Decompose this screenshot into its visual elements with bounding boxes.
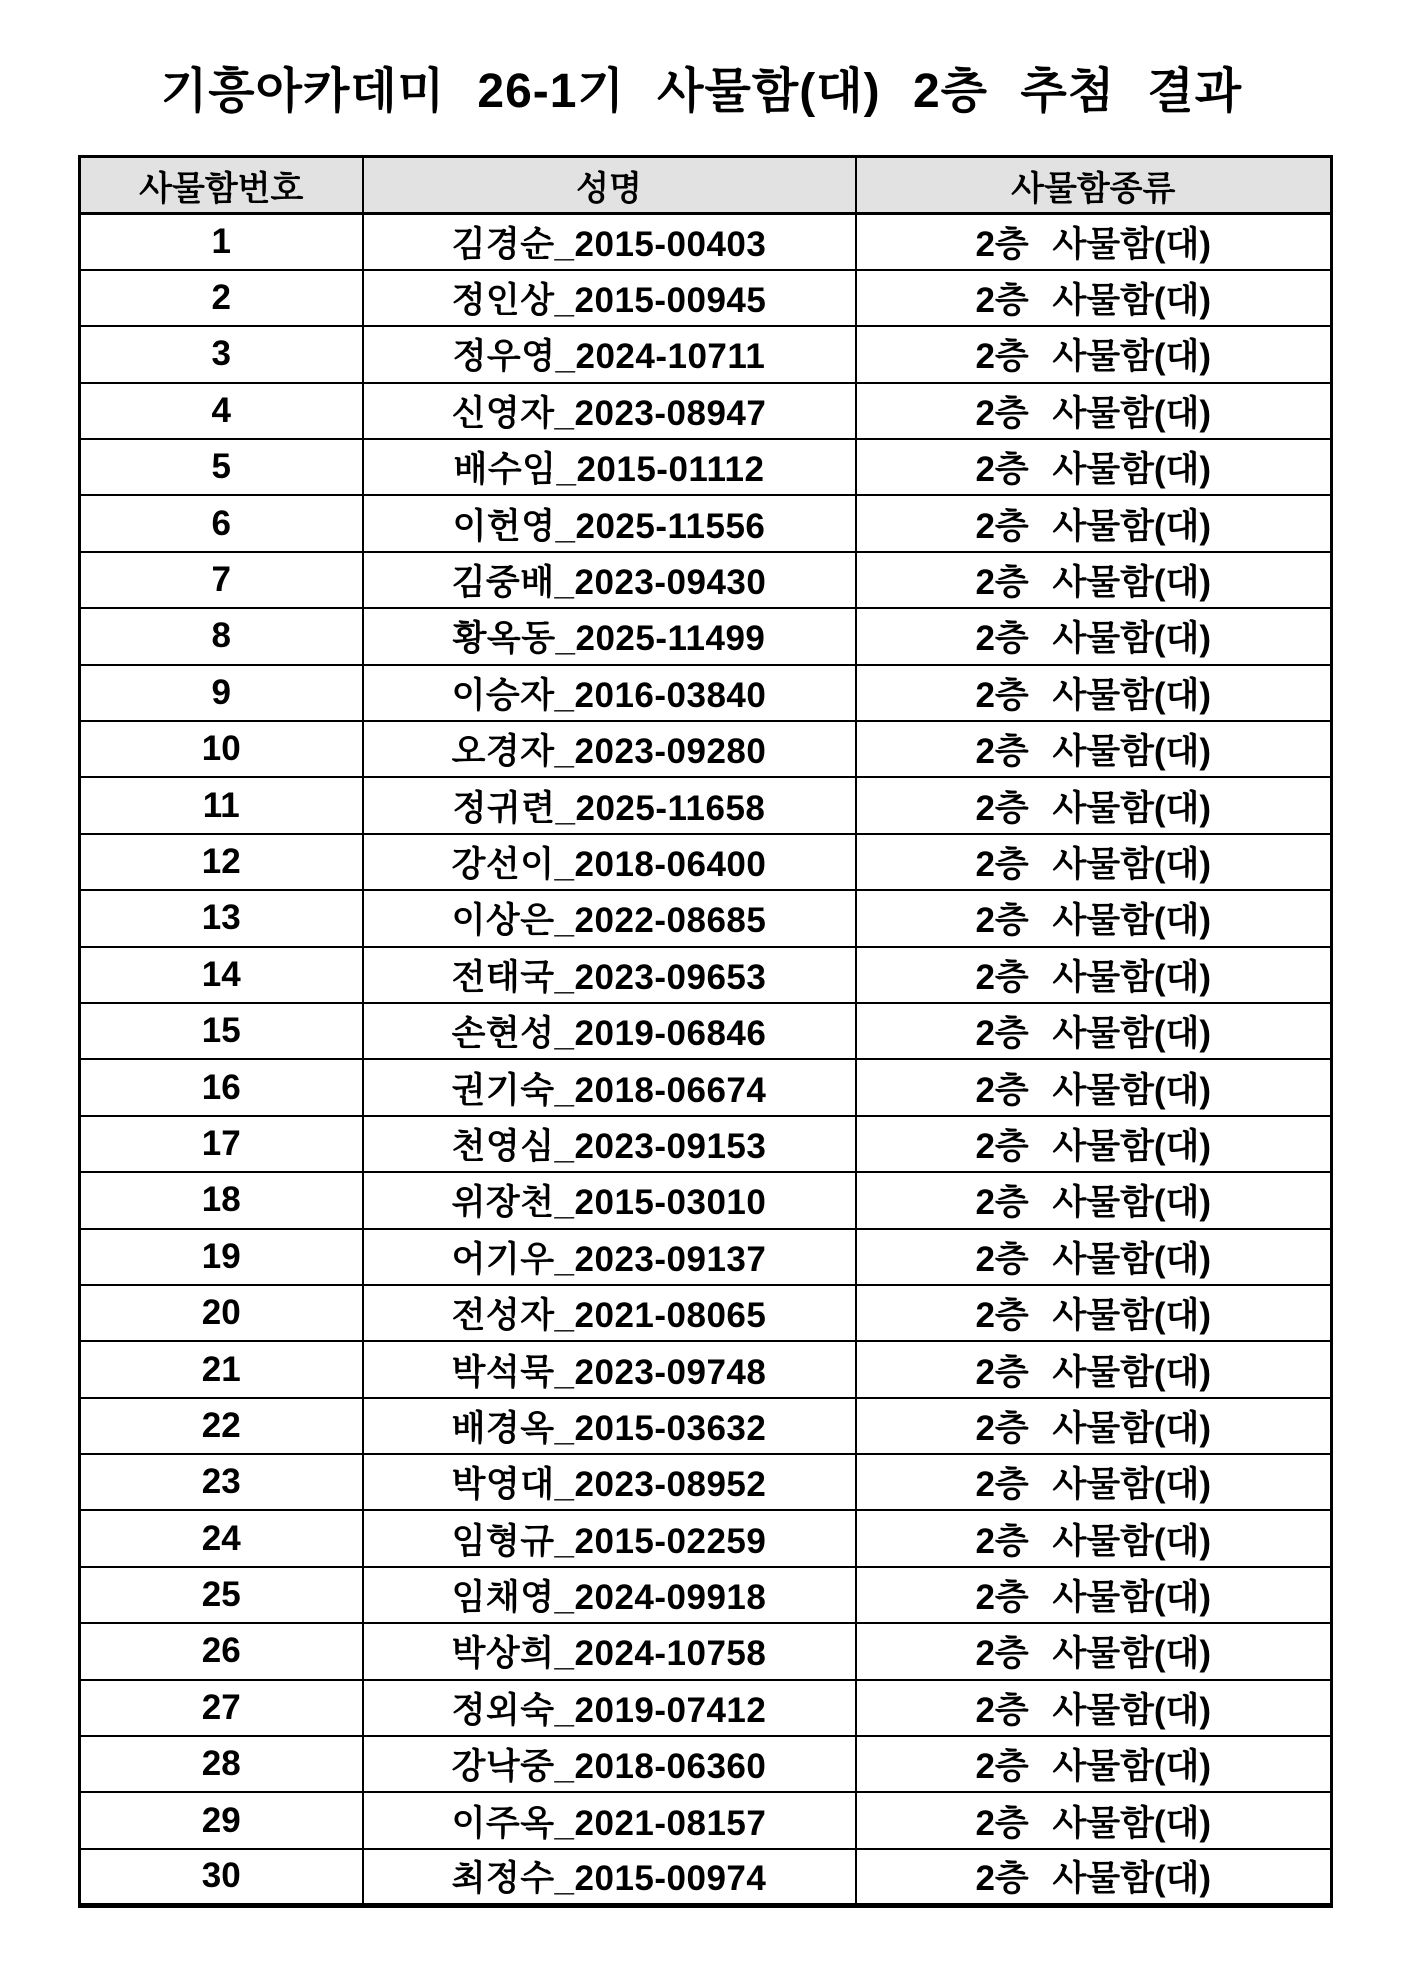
name-cell: 강낙중_2018-06360 (363, 1736, 856, 1792)
locker-type-cell: 2층 사물함(대) (856, 777, 1332, 833)
locker-number-cell: 25 (80, 1567, 363, 1623)
name-cell: 이헌영_2025-11556 (363, 495, 856, 551)
name-cell: 강선이_2018-06400 (363, 834, 856, 890)
table-row (80, 947, 1332, 1003)
name-cell: 정인상_2015-00945 (363, 270, 856, 326)
locker-number-cell: 24 (80, 1510, 363, 1566)
locker-type-cell: 2층 사물함(대) (856, 1285, 1332, 1341)
table-row (80, 665, 1332, 721)
table-row (80, 721, 1332, 777)
locker-number-cell: 3 (80, 326, 363, 382)
name-cell: 정외숙_2019-07412 (363, 1680, 856, 1736)
name-cell: 위장천_2015-03010 (363, 1172, 856, 1228)
locker-type-cell: 2층 사물함(대) (856, 834, 1332, 890)
locker-number-cell: 17 (80, 1116, 363, 1172)
locker-type-cell: 2층 사물함(대) (856, 947, 1332, 1003)
name-cell: 손현성_2019-06846 (363, 1003, 856, 1059)
table-row (80, 1849, 1332, 1905)
locker-number-cell: 30 (80, 1849, 363, 1905)
locker-type-cell: 2층 사물함(대) (856, 1229, 1332, 1285)
table-row (80, 439, 1332, 495)
name-cell: 배경옥_2015-03632 (363, 1398, 856, 1454)
locker-number-cell: 13 (80, 890, 363, 946)
locker-type-cell: 2층 사물함(대) (856, 495, 1332, 551)
name-cell: 박영대_2023-08952 (363, 1454, 856, 1510)
name-cell: 이주옥_2021-08157 (363, 1792, 856, 1848)
name-cell: 정귀련_2025-11658 (363, 777, 856, 833)
name-cell: 박상희_2024-10758 (363, 1623, 856, 1679)
locker-type-cell: 2층 사물함(대) (856, 552, 1332, 608)
locker-result-table (78, 155, 1333, 1908)
name-cell: 이상은_2022-08685 (363, 890, 856, 946)
column-header-locker-type: 사물함종류 (856, 157, 1332, 214)
locker-number-cell: 10 (80, 721, 363, 777)
locker-type-cell: 2층 사물함(대) (856, 665, 1332, 721)
locker-type-cell: 2층 사물함(대) (856, 439, 1332, 495)
table-header-row (80, 157, 1332, 214)
table-row (80, 214, 1332, 270)
table-row (80, 552, 1332, 608)
locker-number-cell: 27 (80, 1680, 363, 1736)
locker-type-cell: 2층 사물함(대) (856, 608, 1332, 664)
column-header-name: 성명 (363, 157, 856, 214)
column-header-locker-number: 사물함번호 (80, 157, 363, 214)
locker-number-cell: 28 (80, 1736, 363, 1792)
locker-type-cell: 2층 사물함(대) (856, 890, 1332, 946)
locker-type-cell: 2층 사물함(대) (856, 1736, 1332, 1792)
name-cell: 신영자_2023-08947 (363, 383, 856, 439)
locker-number-cell: 22 (80, 1398, 363, 1454)
name-cell: 어기우_2023-09137 (363, 1229, 856, 1285)
locker-type-cell: 2층 사물함(대) (856, 721, 1332, 777)
table-row (80, 383, 1332, 439)
locker-number-cell: 6 (80, 495, 363, 551)
table-row (80, 326, 1332, 382)
locker-type-cell: 2층 사물함(대) (856, 270, 1332, 326)
table-row (80, 1454, 1332, 1510)
locker-type-cell: 2층 사물함(대) (856, 383, 1332, 439)
locker-type-cell: 2층 사물함(대) (856, 1003, 1332, 1059)
locker-type-cell: 2층 사물함(대) (856, 1567, 1332, 1623)
locker-number-cell: 19 (80, 1229, 363, 1285)
name-cell: 임형규_2015-02259 (363, 1510, 856, 1566)
table-row (80, 495, 1332, 551)
table-row (80, 1003, 1332, 1059)
locker-number-cell: 21 (80, 1341, 363, 1397)
name-cell: 전태국_2023-09653 (363, 947, 856, 1003)
locker-type-cell: 2층 사물함(대) (856, 1849, 1332, 1905)
name-cell: 황옥동_2025-11499 (363, 608, 856, 664)
table-row (80, 1510, 1332, 1566)
locker-number-cell: 20 (80, 1285, 363, 1341)
locker-number-cell: 11 (80, 777, 363, 833)
name-cell: 이승자_2016-03840 (363, 665, 856, 721)
name-cell: 천영심_2023-09153 (363, 1116, 856, 1172)
table-row (80, 890, 1332, 946)
locker-number-cell: 1 (80, 214, 363, 270)
locker-type-cell: 2층 사물함(대) (856, 1172, 1332, 1228)
table-row (80, 1059, 1332, 1115)
locker-type-cell: 2층 사물함(대) (856, 214, 1332, 270)
name-cell: 배수임_2015-01112 (363, 439, 856, 495)
locker-type-cell: 2층 사물함(대) (856, 1510, 1332, 1566)
locker-type-cell: 2층 사물함(대) (856, 326, 1332, 382)
name-cell: 오경자_2023-09280 (363, 721, 856, 777)
table-row (80, 1567, 1332, 1623)
table-row (80, 608, 1332, 664)
table-row (80, 1341, 1332, 1397)
locker-type-cell: 2층 사물함(대) (856, 1680, 1332, 1736)
name-cell: 권기숙_2018-06674 (363, 1059, 856, 1115)
locker-number-cell: 9 (80, 665, 363, 721)
locker-number-cell: 29 (80, 1792, 363, 1848)
table-row (80, 777, 1332, 833)
table-row (80, 1229, 1332, 1285)
locker-number-cell: 7 (80, 552, 363, 608)
table-row (80, 1116, 1332, 1172)
table-row (80, 1736, 1332, 1792)
table-row (80, 1680, 1332, 1736)
table-row (80, 1285, 1332, 1341)
name-cell: 최정수_2015-00974 (363, 1849, 856, 1905)
result-table-container (78, 155, 1330, 1908)
table-row (80, 1172, 1332, 1228)
page-title: 기흥아카데미 26-1기 사물함(대) 2층 추첨 결과 (160, 65, 1243, 118)
name-cell: 정우영_2024-10711 (363, 326, 856, 382)
locker-type-cell: 2층 사물함(대) (856, 1623, 1332, 1679)
table-row (80, 1398, 1332, 1454)
locker-number-cell: 26 (80, 1623, 363, 1679)
locker-number-cell: 5 (80, 439, 363, 495)
locker-number-cell: 4 (80, 383, 363, 439)
locker-type-cell: 2층 사물함(대) (856, 1116, 1332, 1172)
locker-type-cell: 2층 사물함(대) (856, 1341, 1332, 1397)
name-cell: 임채영_2024-09918 (363, 1567, 856, 1623)
locker-type-cell: 2층 사물함(대) (856, 1454, 1332, 1510)
locker-number-cell: 16 (80, 1059, 363, 1115)
locker-type-cell: 2층 사물함(대) (856, 1059, 1332, 1115)
name-cell: 전성자_2021-08065 (363, 1285, 856, 1341)
locker-number-cell: 14 (80, 947, 363, 1003)
locker-number-cell: 15 (80, 1003, 363, 1059)
locker-number-cell: 8 (80, 608, 363, 664)
locker-number-cell: 2 (80, 270, 363, 326)
table-row (80, 1623, 1332, 1679)
table-row (80, 834, 1332, 890)
name-cell: 박석묵_2023-09748 (363, 1341, 856, 1397)
locker-number-cell: 18 (80, 1172, 363, 1228)
name-cell: 김경순_2015-00403 (363, 214, 856, 270)
locker-type-cell: 2층 사물함(대) (856, 1792, 1332, 1848)
table-row (80, 1792, 1332, 1848)
locker-number-cell: 23 (80, 1454, 363, 1510)
locker-number-cell: 12 (80, 834, 363, 890)
table-row (80, 270, 1332, 326)
locker-type-cell: 2층 사물함(대) (856, 1398, 1332, 1454)
name-cell: 김중배_2023-09430 (363, 552, 856, 608)
